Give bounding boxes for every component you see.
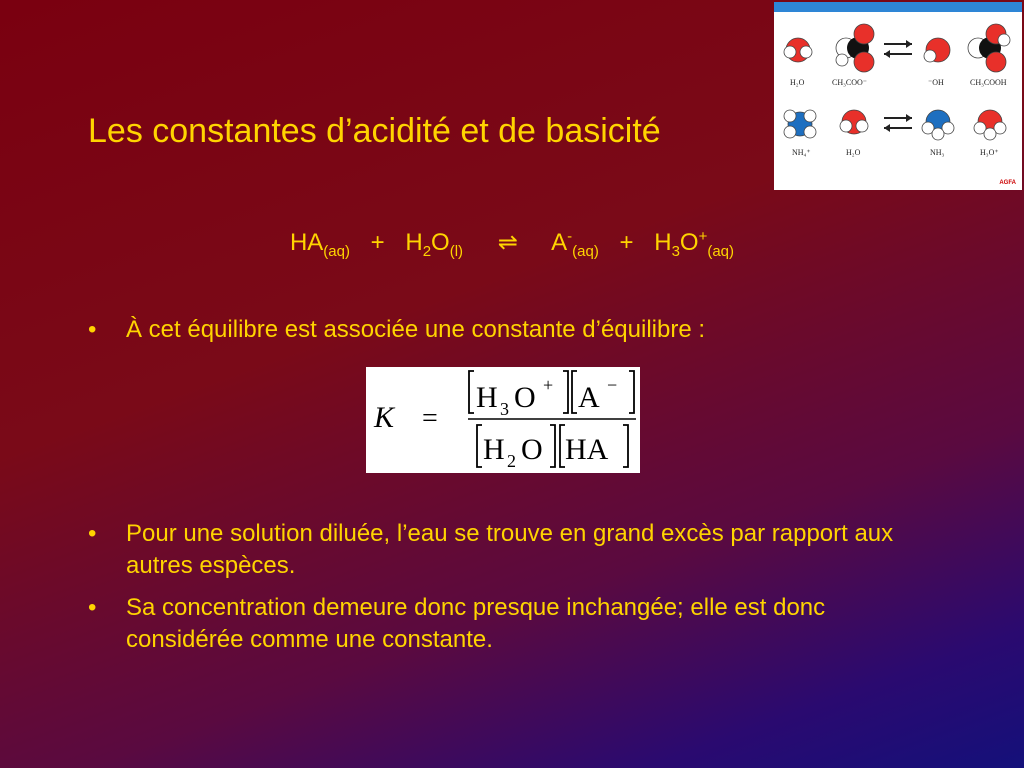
bullet-item-3: [88, 592, 908, 656]
eq-h2o-state: (l): [449, 242, 464, 260]
molecules-graphic: [774, 2, 1022, 190]
hydronium-molecule-icon: [974, 110, 1006, 140]
formula-num-3: 3: [500, 399, 509, 419]
eq-a-charge: -: [567, 228, 573, 245]
eq-h3o-charge: +: [698, 228, 708, 245]
bullet-dot: •: [88, 520, 97, 547]
formula-num-h: H: [476, 381, 498, 414]
label-acetate: CH₃COO⁻: [832, 78, 868, 87]
bullet-text: À cet équilibre est associée une constante d’équilibre :: [126, 316, 706, 343]
bullet-item-2: [88, 518, 908, 582]
label-water-2: H₂O: [846, 148, 861, 157]
eq-arrow: ⇌: [497, 229, 518, 256]
label-water: H₂O: [790, 78, 805, 87]
ammonia-molecule-icon: [922, 110, 954, 140]
formula-num-o: O: [514, 381, 536, 414]
eq-ha-state: (aq): [323, 242, 350, 260]
label-hydroxide: ⁻OH: [928, 78, 944, 87]
eq-h3o-3: 3: [671, 242, 680, 260]
formula-den-o: O: [521, 433, 543, 466]
equilibrium-constant-formula: [366, 367, 640, 473]
label-acetic-acid: CH₃COOH: [970, 78, 1007, 87]
bullet-dot: •: [88, 316, 97, 343]
agfa-logo: AGFA: [999, 180, 1016, 186]
eq-plus-1: +: [370, 229, 385, 256]
bullet-dot: •: [88, 594, 97, 621]
eq-h3o-state: (aq): [707, 242, 735, 260]
equilibrium-arrows-icon: [884, 114, 912, 132]
formula-num-a: A: [578, 381, 600, 414]
eq-plus-2: +: [619, 229, 634, 256]
hydroxide-molecule-icon: [924, 38, 950, 62]
molecule-illustration: [774, 2, 1022, 190]
eq-a: A: [551, 229, 568, 256]
label-ammonium: NH₄⁺: [792, 148, 811, 157]
label-ammonia: NH₃: [930, 148, 945, 157]
equilibrium-arrows-icon: [884, 40, 912, 58]
eq-h2o-o: O: [431, 229, 450, 256]
bullet-item-1: [88, 314, 908, 346]
ammonium-molecule-icon: [784, 110, 816, 138]
label-hydronium: H₃O⁺: [980, 148, 999, 157]
formula-den-2: 2: [507, 451, 516, 471]
slide-title: Les constantes d’acidité et de basicité: [88, 112, 661, 150]
eq-h3o-o: O: [679, 229, 699, 256]
formula-equals: =: [422, 403, 438, 434]
water-molecule-icon: [840, 110, 868, 134]
eq-a-state: (aq): [572, 242, 599, 260]
acetate-molecule-icon: [836, 24, 874, 72]
formula-num-plus: +: [543, 375, 554, 395]
equilibrium-equation: [0, 228, 1024, 260]
formula-den-h: H: [483, 433, 505, 466]
bullet-text: Sa concentration demeure donc presque inchangée; elle est donc considérée comme une constante.: [126, 594, 826, 653]
water-molecule-icon: [784, 38, 812, 62]
eq-h2o-2: 2: [422, 242, 432, 260]
formula-graphic: [366, 367, 640, 473]
formula-num-minus: −: [607, 375, 618, 395]
eq-h3o-h: H: [654, 229, 672, 256]
eq-h2o-h: H: [405, 229, 423, 256]
eq-ha: HA: [289, 229, 324, 256]
acetic-acid-molecule-icon: [968, 24, 1010, 72]
bullet-text: Pour une solution diluée, l’eau se trouve en grand excès par rapport aux autres espèces.: [126, 520, 894, 579]
formula-den-ha: HA: [565, 433, 609, 466]
formula-k: K: [374, 401, 395, 434]
